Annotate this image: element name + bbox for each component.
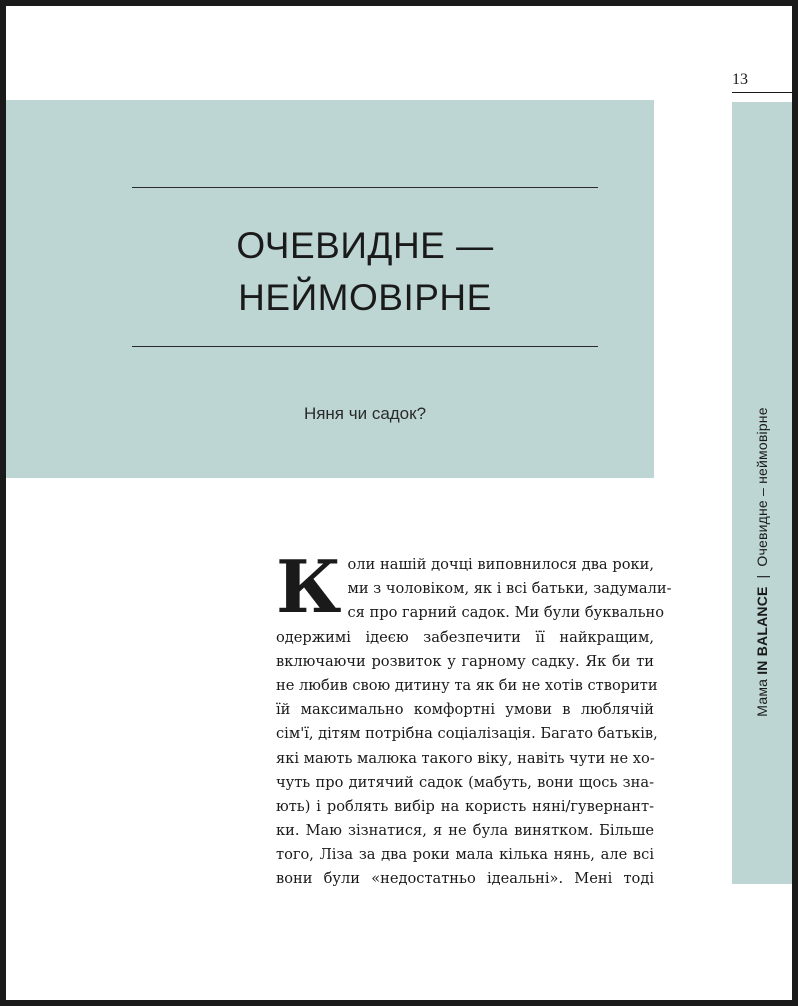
chapter-title	[132, 220, 598, 324]
body-line: які мають малюка такого віку, навіть чути не хо-	[276, 749, 655, 767]
body-text	[276, 544, 672, 892]
body-line: ки. Маю зізнатися, я не була винятком. Більше	[276, 822, 654, 840]
page-number-rule	[732, 92, 792, 93]
body-line: чуть про дитячий садок (мабуть, вони щось зна-	[276, 773, 654, 791]
running-header-section: Очевидне – неймовірне	[754, 407, 770, 567]
body-line: вони були «недостатньо ідеальні». Мені тоді	[276, 870, 654, 888]
drop-cap: К	[276, 544, 342, 629]
body-line: того, Ліза за два роки мала кілька нянь, але всі	[276, 846, 654, 864]
chapter-sidebar	[732, 102, 792, 884]
body-line: сім'ї, дітям потрібна соціалізація. Багато батьків,	[276, 725, 658, 743]
chapter-title-line-2: НЕЙМОВІРНЕ	[238, 277, 492, 318]
body-line: одержимі ідеєю забезпечити її найкращим,	[276, 628, 654, 646]
running-header-brand: IN BALANCE	[754, 586, 770, 675]
title-rule-bottom	[132, 346, 598, 347]
book-page	[6, 6, 792, 1000]
page-number: 13	[732, 71, 748, 88]
running-header-prefix: Мама	[754, 674, 770, 717]
title-rule-top	[132, 187, 598, 188]
chapter-subtitle: Няня чи садок?	[303, 404, 427, 423]
body-line: їй максимально комфортні умови в люблячій	[276, 701, 654, 719]
running-header	[754, 407, 770, 716]
running-header-separator: |	[754, 574, 770, 579]
body-line: включаючи розвиток у гарному садку. Як би ти	[276, 652, 654, 670]
chapter-title-block	[6, 100, 654, 478]
body-line: ють) і роблять вибір на користь няні/гувернант-	[276, 797, 654, 815]
body-line: не любив свою дитину та як би не хотів створити	[276, 676, 658, 694]
body-line: ся про гарний садок. Ми були буквально	[347, 604, 665, 622]
body-line: оли нашій дочці виповнилося два роки,	[347, 556, 654, 573]
chapter-title-line-1: ОЧЕВИДНЕ —	[236, 225, 494, 266]
body-line: ми з чоловіком, як і всі батьки, задумали-	[347, 580, 672, 598]
